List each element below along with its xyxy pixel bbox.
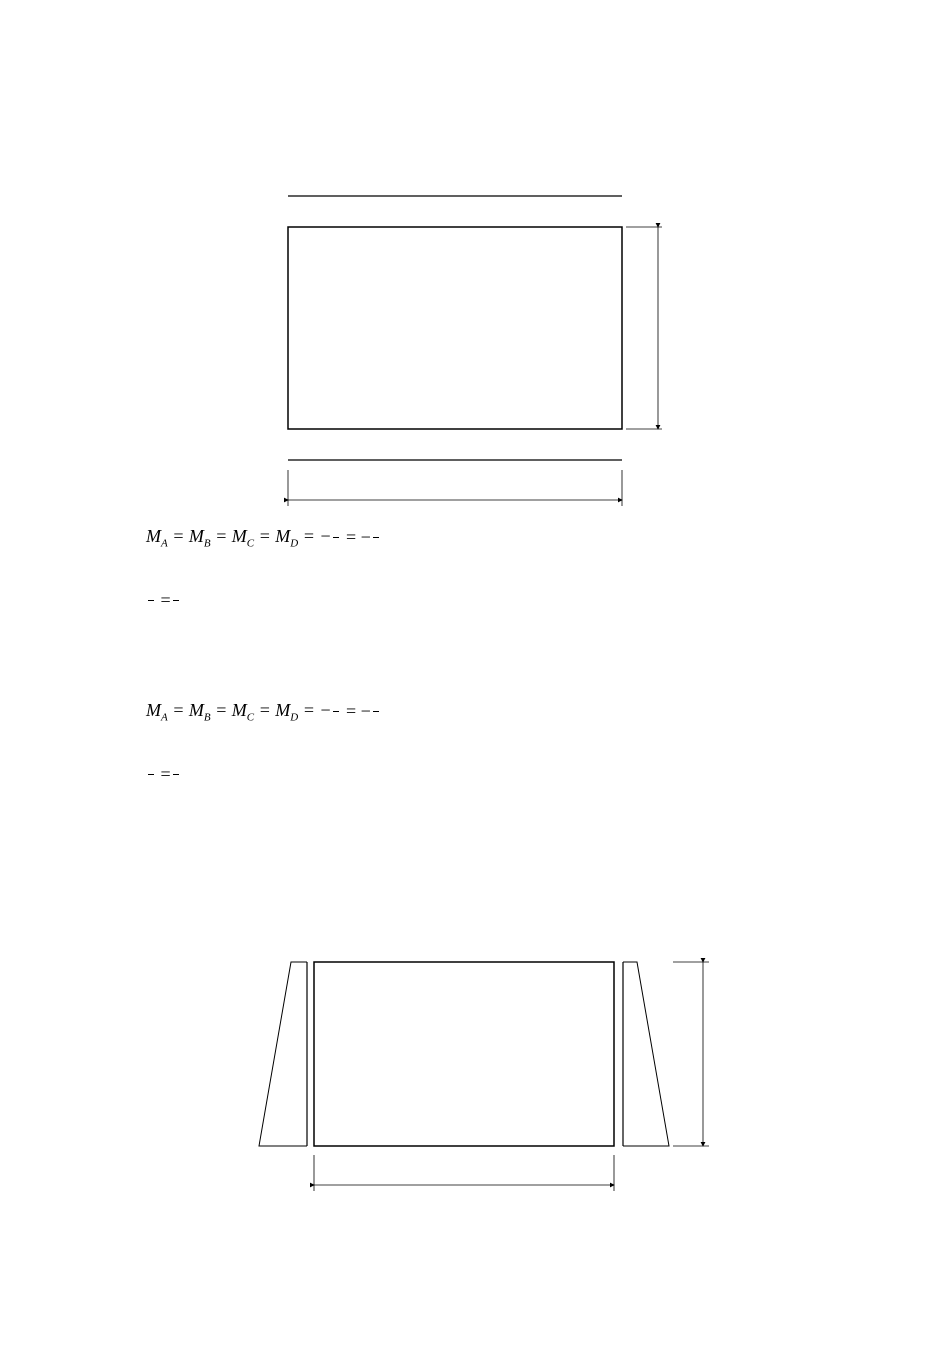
right-load-trapezoid [623, 962, 669, 1146]
eq3-frac1-den [333, 712, 339, 714]
eq4-frac2-den [173, 775, 179, 777]
eq4-frac1-den [148, 775, 154, 777]
equation-axial-live: = [146, 764, 225, 785]
eq1-frac2-den [373, 538, 379, 540]
equation-moment-live: $M_A = M_B = M_C = M_D$ = − = − [146, 700, 381, 724]
eq2-frac2-den [173, 601, 179, 603]
frame-rectangle-2 [314, 962, 614, 1146]
frame-diagram-vertical-load [270, 170, 680, 510]
equation-moment-dead: $M_A = M_B = M_C = M_D$ = − = − [146, 526, 381, 550]
eq3-frac2-den [373, 712, 379, 714]
equation-axial-dead: = [146, 590, 225, 611]
eq2-frac1-den [148, 601, 154, 603]
left-load-trapezoid [259, 962, 307, 1146]
frame-rectangle [288, 227, 622, 429]
frame-diagram-horizontal-load [225, 925, 730, 1200]
eq1-frac1-den [333, 538, 339, 540]
